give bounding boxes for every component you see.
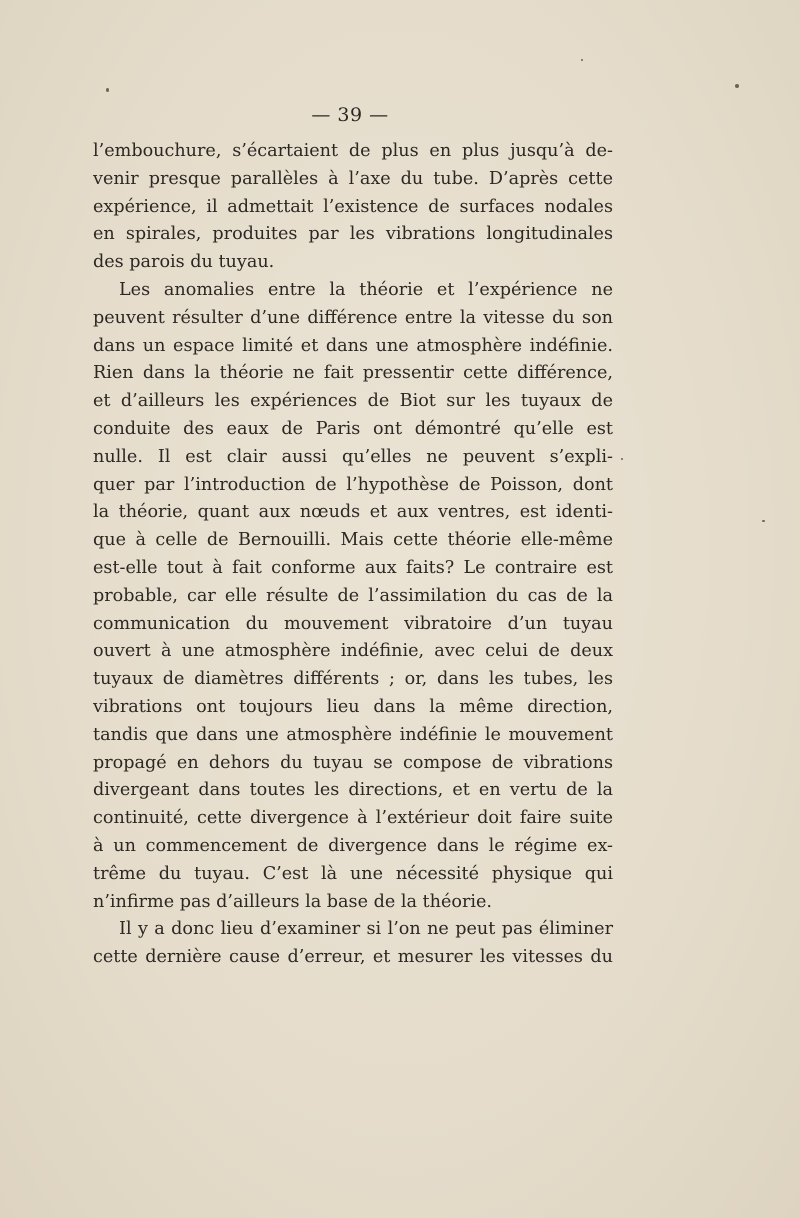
text-line: vibrations ont toujours lieu dans la même direction,	[93, 696, 613, 717]
text-line: trême du tuyau. C’est là une nécessité physique qui	[93, 863, 613, 884]
text-line: expérience, il admettait l’existence de surfaces nodales	[93, 196, 613, 217]
body-text	[93, 138, 613, 972]
text-line: est-elle tout à fait conforme aux faits? Le contraire est	[93, 557, 613, 578]
paper-speck	[106, 88, 109, 92]
text-line: conduite des eaux de Paris ont démontré qu’elle est	[93, 418, 613, 439]
text-line: cette dernière cause d’erreur, et mesurer les vitesses du	[93, 947, 613, 968]
text-line: quer par l’introduction de l’hypothèse de Poisson, dont	[93, 474, 613, 495]
text-line: dans un espace limité et dans une atmosphère indéfinie.	[93, 335, 613, 356]
text-line: venir presque parallèles à l’axe du tube. D’après cette	[93, 168, 613, 189]
text-line: que à celle de Bernouilli. Mais cette théorie elle-même	[93, 530, 613, 551]
text-line: propagé en dehors du tuyau se compose de vibrations	[93, 752, 613, 773]
text-line: des parois du tuyau.	[93, 252, 275, 273]
text-line: et d’ailleurs les expériences de Biot sur les tuyaux de	[93, 391, 613, 412]
text-line: communication du mouvement vibratoire d’un tuyau	[93, 613, 613, 634]
text-line: nulle. Il est clair aussi qu’elles ne peuvent s’expli-	[93, 446, 613, 467]
text-line: l’embouchure, s’écartaient de plus en plus jusqu’à de-	[93, 141, 613, 161]
page-number: — 39 —	[311, 104, 389, 126]
text-line: Les anomalies entre la théorie et l’expérience ne	[119, 279, 613, 300]
text-line: à un commencement de divergence dans le régime ex-	[93, 835, 613, 856]
paper-speck	[735, 84, 739, 88]
text-line: tandis que dans une atmosphère indéfinie le mouvement	[93, 724, 613, 745]
text-line: peuvent résulter d’une différence entre la vitesse du son	[93, 307, 613, 328]
text-line: divergeant dans toutes les directions, et en vertu de la	[93, 780, 613, 801]
text-line: probable, car elle résulte de l’assimilation du cas de la	[93, 585, 613, 606]
text-line: tuyaux de diamètres différents ; or, dans les tubes, les	[93, 669, 613, 690]
text-line: continuité, cette divergence à l’extérieur doit faire suite	[93, 808, 613, 829]
text-line: en spirales, produites par les vibrations longitudinales	[93, 224, 613, 245]
text-line: la théorie, quant aux nœuds et aux ventres, est identi-	[93, 502, 613, 523]
text-line: Il y a donc lieu d’examiner si l’on ne peut pas éliminer	[119, 919, 613, 940]
paper-speck	[581, 59, 583, 61]
paper-speck	[621, 458, 623, 460]
text-line: Rien dans la théorie ne fait pressentir cette différence,	[93, 363, 613, 384]
text-line: n’infirme pas d’ailleurs la base de la théorie.	[93, 891, 493, 912]
text-line: ouvert à une atmosphère indéfinie, avec celui de deux	[93, 641, 613, 662]
paper-speck	[762, 520, 765, 522]
